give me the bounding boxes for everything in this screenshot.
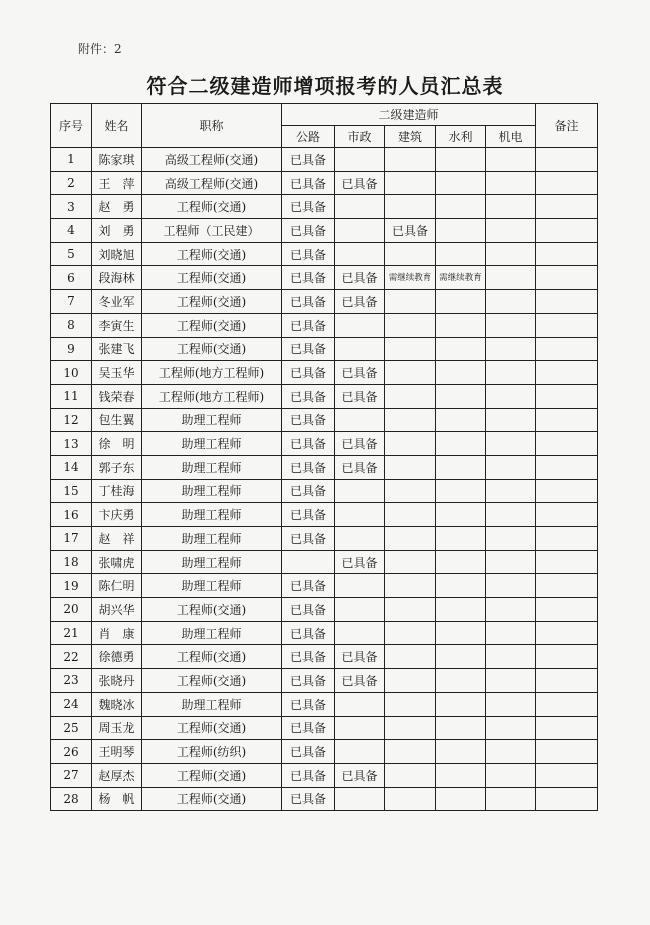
header-subject-electromechanical: 机电 [486, 126, 536, 148]
header-subject-municipal: 市政 [335, 126, 385, 148]
row-subject-cell [385, 787, 436, 811]
table-row [51, 313, 598, 337]
row-subject-cell [436, 148, 486, 172]
table-row [51, 763, 598, 787]
row-subject-cell: 已具备 [282, 455, 335, 479]
table-row [51, 645, 598, 669]
row-subject-cell [335, 787, 385, 811]
table-row [51, 787, 598, 811]
row-subject-cell [385, 171, 436, 195]
row-subject-cell: 已具备 [282, 763, 335, 787]
row-subject-cell [486, 527, 536, 551]
row-subject-cell [486, 455, 536, 479]
row-name: 张啸虎 [92, 550, 142, 574]
row-subject-cell: 已具备 [282, 787, 335, 811]
row-seq: 5 [51, 242, 92, 266]
row-seq: 26 [51, 740, 92, 764]
table-row [51, 242, 598, 266]
row-subject-cell [385, 242, 436, 266]
row-subject-cell [385, 432, 436, 456]
row-subject-cell [335, 313, 385, 337]
row-subject-cell [335, 337, 385, 361]
row-subject-cell: 已具备 [335, 432, 385, 456]
row-remark [536, 716, 598, 740]
row-subject-cell [486, 171, 536, 195]
row-subject-cell: 已具备 [335, 550, 385, 574]
header-group: 二级建造师 [282, 104, 536, 126]
row-subject-cell [486, 266, 536, 290]
row-subject-cell: 已具备 [335, 455, 385, 479]
row-subject-cell: 已具备 [385, 219, 436, 243]
row-subject-cell: 需继续教育 [436, 266, 486, 290]
table-row [51, 171, 598, 195]
row-remark [536, 503, 598, 527]
table-row [51, 503, 598, 527]
row-name: 徐德勇 [92, 645, 142, 669]
row-subject-cell [436, 692, 486, 716]
row-subject-cell [486, 148, 536, 172]
row-name: 郭子东 [92, 455, 142, 479]
row-subject-cell: 已具备 [335, 669, 385, 693]
row-remark [536, 692, 598, 716]
row-remark [536, 408, 598, 432]
row-subject-cell [385, 195, 436, 219]
table-row [51, 148, 598, 172]
row-subject-cell [436, 384, 486, 408]
row-name: 杨 帆 [92, 787, 142, 811]
row-title: 工程师(交通) [142, 669, 282, 693]
row-remark [536, 290, 598, 314]
row-subject-cell [436, 669, 486, 693]
row-seq: 18 [51, 550, 92, 574]
row-subject-cell [335, 219, 385, 243]
row-subject-cell [486, 195, 536, 219]
row-subject-cell [436, 361, 486, 385]
header-title: 职称 [142, 104, 282, 148]
header-subject-highway: 公路 [282, 126, 335, 148]
row-subject-cell: 已具备 [282, 266, 335, 290]
row-title: 助理工程师 [142, 432, 282, 456]
row-subject-cell [486, 598, 536, 622]
header-name: 姓名 [92, 104, 142, 148]
row-subject-cell [486, 645, 536, 669]
row-title: 助理工程师 [142, 503, 282, 527]
table-row [51, 527, 598, 551]
row-title: 工程师(地方工程师) [142, 384, 282, 408]
table-row [51, 384, 598, 408]
row-seq: 23 [51, 669, 92, 693]
row-subject-cell: 已具备 [282, 527, 335, 551]
row-subject-cell: 已具备 [282, 148, 335, 172]
row-subject-cell: 已具备 [282, 432, 335, 456]
row-seq: 4 [51, 219, 92, 243]
row-subject-cell [335, 408, 385, 432]
row-remark [536, 740, 598, 764]
row-subject-cell [436, 195, 486, 219]
row-subject-cell: 已具备 [282, 171, 335, 195]
row-subject-cell [385, 598, 436, 622]
row-subject-cell [486, 242, 536, 266]
row-subject-cell [385, 337, 436, 361]
table-row [51, 408, 598, 432]
table-row [51, 740, 598, 764]
header-remark: 备注 [536, 104, 598, 148]
row-subject-cell [385, 408, 436, 432]
row-subject-cell [436, 408, 486, 432]
row-subject-cell [335, 479, 385, 503]
row-subject-cell [436, 787, 486, 811]
row-subject-cell [486, 621, 536, 645]
row-subject-cell: 已具备 [335, 290, 385, 314]
row-subject-cell [385, 763, 436, 787]
row-name: 胡兴华 [92, 598, 142, 622]
row-subject-cell [436, 455, 486, 479]
row-name: 刘晓旭 [92, 242, 142, 266]
row-seq: 12 [51, 408, 92, 432]
row-subject-cell [385, 290, 436, 314]
row-subject-cell [385, 621, 436, 645]
row-remark [536, 787, 598, 811]
row-subject-cell [486, 763, 536, 787]
row-title: 工程师(交通) [142, 716, 282, 740]
page-title: 符合二级建造师增项报考的人员汇总表 [146, 74, 504, 98]
row-subject-cell [436, 598, 486, 622]
row-subject-cell: 已具备 [282, 621, 335, 645]
row-seq: 17 [51, 527, 92, 551]
row-title: 高级工程师(交通) [142, 171, 282, 195]
row-subject-cell [436, 503, 486, 527]
row-subject-cell [385, 361, 436, 385]
row-name: 张建飞 [92, 337, 142, 361]
row-subject-cell [385, 574, 436, 598]
row-title: 助理工程师 [142, 455, 282, 479]
row-subject-cell [282, 550, 335, 574]
row-seq: 8 [51, 313, 92, 337]
attachment-label: 附件：2 [78, 42, 122, 56]
row-seq: 19 [51, 574, 92, 598]
row-remark [536, 574, 598, 598]
row-name: 包生翼 [92, 408, 142, 432]
row-subject-cell: 已具备 [282, 361, 335, 385]
row-name: 赵厚杰 [92, 763, 142, 787]
row-title: 助理工程师 [142, 550, 282, 574]
row-seq: 10 [51, 361, 92, 385]
row-subject-cell [436, 574, 486, 598]
row-title: 工程师(交通) [142, 598, 282, 622]
row-subject-cell: 已具备 [282, 242, 335, 266]
row-subject-cell [385, 740, 436, 764]
table-row [51, 574, 598, 598]
row-subject-cell [385, 313, 436, 337]
row-remark [536, 550, 598, 574]
row-subject-cell: 已具备 [282, 290, 335, 314]
row-subject-cell [436, 716, 486, 740]
row-remark [536, 337, 598, 361]
row-seq: 7 [51, 290, 92, 314]
row-seq: 15 [51, 479, 92, 503]
row-remark [536, 242, 598, 266]
row-subject-cell [436, 242, 486, 266]
row-subject-cell [385, 455, 436, 479]
row-subject-cell: 已具备 [335, 645, 385, 669]
row-subject-cell [486, 313, 536, 337]
header-seq: 序号 [51, 104, 92, 148]
row-subject-cell [486, 669, 536, 693]
row-subject-cell: 已具备 [282, 408, 335, 432]
row-name: 卞庆勇 [92, 503, 142, 527]
row-subject-cell [486, 740, 536, 764]
row-subject-cell [385, 527, 436, 551]
row-subject-cell [486, 384, 536, 408]
row-title: 工程师(地方工程师) [142, 361, 282, 385]
row-subject-cell [436, 527, 486, 551]
row-subject-cell [486, 550, 536, 574]
row-subject-cell [436, 171, 486, 195]
row-remark [536, 361, 598, 385]
row-title: 助理工程师 [142, 479, 282, 503]
row-name: 李寅生 [92, 313, 142, 337]
row-seq: 14 [51, 455, 92, 479]
row-title: 工程师(交通) [142, 266, 282, 290]
row-subject-cell: 已具备 [282, 716, 335, 740]
row-remark [536, 195, 598, 219]
row-subject-cell [335, 527, 385, 551]
row-subject-cell [436, 621, 486, 645]
summary-table [50, 103, 598, 811]
row-title: 高级工程师(交通) [142, 148, 282, 172]
table-row [51, 669, 598, 693]
row-subject-cell: 已具备 [282, 313, 335, 337]
table-row [51, 455, 598, 479]
row-subject-cell [335, 716, 385, 740]
row-title: 助理工程师 [142, 527, 282, 551]
row-subject-cell [486, 692, 536, 716]
table-row [51, 266, 598, 290]
row-subject-cell [436, 219, 486, 243]
row-subject-cell: 需继续教育 [385, 266, 436, 290]
row-seq: 24 [51, 692, 92, 716]
row-remark [536, 669, 598, 693]
row-subject-cell: 已具备 [335, 763, 385, 787]
row-remark [536, 598, 598, 622]
row-subject-cell [385, 148, 436, 172]
row-title: 工程师(交通) [142, 290, 282, 314]
row-remark [536, 479, 598, 503]
row-subject-cell: 已具备 [282, 598, 335, 622]
row-name: 赵 祥 [92, 527, 142, 551]
table-row [51, 361, 598, 385]
row-subject-cell [486, 219, 536, 243]
row-subject-cell [385, 669, 436, 693]
table-body [51, 148, 598, 811]
table-row [51, 290, 598, 314]
row-name: 冬业军 [92, 290, 142, 314]
row-remark [536, 763, 598, 787]
row-seq: 27 [51, 763, 92, 787]
table-row [51, 479, 598, 503]
row-subject-cell [385, 550, 436, 574]
row-subject-cell [335, 503, 385, 527]
row-remark [536, 313, 598, 337]
table-row [51, 550, 598, 574]
row-name: 魏晓冰 [92, 692, 142, 716]
row-subject-cell [385, 692, 436, 716]
row-subject-cell: 已具备 [282, 384, 335, 408]
row-subject-cell [486, 361, 536, 385]
row-subject-cell: 已具备 [282, 740, 335, 764]
row-name: 陈仁明 [92, 574, 142, 598]
row-title: 助理工程师 [142, 692, 282, 716]
table-row [51, 692, 598, 716]
row-subject-cell [335, 740, 385, 764]
row-name: 吴玉华 [92, 361, 142, 385]
row-subject-cell [385, 716, 436, 740]
row-subject-cell [486, 574, 536, 598]
row-subject-cell [335, 148, 385, 172]
header-subject-building: 建筑 [385, 126, 436, 148]
row-name: 赵 勇 [92, 195, 142, 219]
row-subject-cell [486, 716, 536, 740]
table-row [51, 432, 598, 456]
row-subject-cell [486, 479, 536, 503]
row-subject-cell [486, 787, 536, 811]
row-remark [536, 432, 598, 456]
row-remark [536, 455, 598, 479]
row-subject-cell [436, 337, 486, 361]
table-row [51, 716, 598, 740]
row-seq: 21 [51, 621, 92, 645]
row-seq: 1 [51, 148, 92, 172]
row-remark [536, 148, 598, 172]
row-seq: 2 [51, 171, 92, 195]
row-remark [536, 219, 598, 243]
table-row [51, 219, 598, 243]
row-seq: 11 [51, 384, 92, 408]
row-name: 张晓丹 [92, 669, 142, 693]
row-seq: 25 [51, 716, 92, 740]
row-subject-cell [436, 479, 486, 503]
row-subject-cell [436, 550, 486, 574]
row-subject-cell [486, 408, 536, 432]
row-subject-cell: 已具备 [282, 503, 335, 527]
row-title: 工程师(纺织) [142, 740, 282, 764]
row-name: 段海林 [92, 266, 142, 290]
row-subject-cell [436, 432, 486, 456]
row-seq: 6 [51, 266, 92, 290]
row-remark [536, 527, 598, 551]
row-subject-cell [385, 503, 436, 527]
row-remark [536, 384, 598, 408]
row-name: 王明琴 [92, 740, 142, 764]
row-title: 工程师(交通) [142, 645, 282, 669]
row-subject-cell [486, 503, 536, 527]
table-row [51, 621, 598, 645]
row-name: 徐 明 [92, 432, 142, 456]
row-subject-cell: 已具备 [282, 219, 335, 243]
row-name: 王 萍 [92, 171, 142, 195]
table-row [51, 195, 598, 219]
row-subject-cell: 已具备 [335, 384, 385, 408]
row-subject-cell [335, 574, 385, 598]
row-subject-cell [385, 645, 436, 669]
row-seq: 20 [51, 598, 92, 622]
row-seq: 3 [51, 195, 92, 219]
row-subject-cell [436, 740, 486, 764]
row-subject-cell [385, 479, 436, 503]
row-remark [536, 645, 598, 669]
row-title: 助理工程师 [142, 574, 282, 598]
row-subject-cell [436, 290, 486, 314]
row-seq: 22 [51, 645, 92, 669]
table-header [51, 104, 598, 148]
row-name: 钱荣春 [92, 384, 142, 408]
row-seq: 16 [51, 503, 92, 527]
row-subject-cell: 已具备 [282, 337, 335, 361]
row-remark [536, 266, 598, 290]
row-subject-cell [436, 313, 486, 337]
row-subject-cell [436, 645, 486, 669]
row-title: 工程师(交通) [142, 787, 282, 811]
row-subject-cell: 已具备 [282, 645, 335, 669]
row-remark [536, 621, 598, 645]
row-seq: 13 [51, 432, 92, 456]
row-subject-cell [486, 432, 536, 456]
row-subject-cell [436, 763, 486, 787]
row-name: 周玉龙 [92, 716, 142, 740]
row-title: 工程师(交通) [142, 242, 282, 266]
row-subject-cell: 已具备 [282, 195, 335, 219]
row-subject-cell: 已具备 [282, 669, 335, 693]
row-seq: 9 [51, 337, 92, 361]
row-subject-cell [335, 242, 385, 266]
row-title: 工程师(交通) [142, 195, 282, 219]
row-subject-cell [385, 384, 436, 408]
row-subject-cell: 已具备 [282, 692, 335, 716]
row-title: 助理工程师 [142, 621, 282, 645]
row-subject-cell: 已具备 [282, 574, 335, 598]
row-name: 肖 康 [92, 621, 142, 645]
row-title: 工程师（工民建） [142, 219, 282, 243]
row-subject-cell: 已具备 [335, 361, 385, 385]
row-subject-cell: 已具备 [335, 171, 385, 195]
row-title: 助理工程师 [142, 408, 282, 432]
table-row [51, 598, 598, 622]
row-subject-cell [335, 195, 385, 219]
row-remark [536, 171, 598, 195]
row-subject-cell: 已具备 [282, 479, 335, 503]
row-name: 陈家琪 [92, 148, 142, 172]
row-subject-cell [335, 692, 385, 716]
table-row [51, 337, 598, 361]
row-seq: 28 [51, 787, 92, 811]
row-title: 工程师(交通) [142, 337, 282, 361]
row-subject-cell [335, 598, 385, 622]
row-title: 工程师(交通) [142, 313, 282, 337]
row-subject-cell [335, 621, 385, 645]
header-subject-water: 水利 [436, 126, 486, 148]
row-subject-cell: 已具备 [335, 266, 385, 290]
row-name: 丁桂海 [92, 479, 142, 503]
row-title: 工程师(交通) [142, 763, 282, 787]
row-name: 刘 勇 [92, 219, 142, 243]
row-subject-cell [486, 290, 536, 314]
row-subject-cell [486, 337, 536, 361]
